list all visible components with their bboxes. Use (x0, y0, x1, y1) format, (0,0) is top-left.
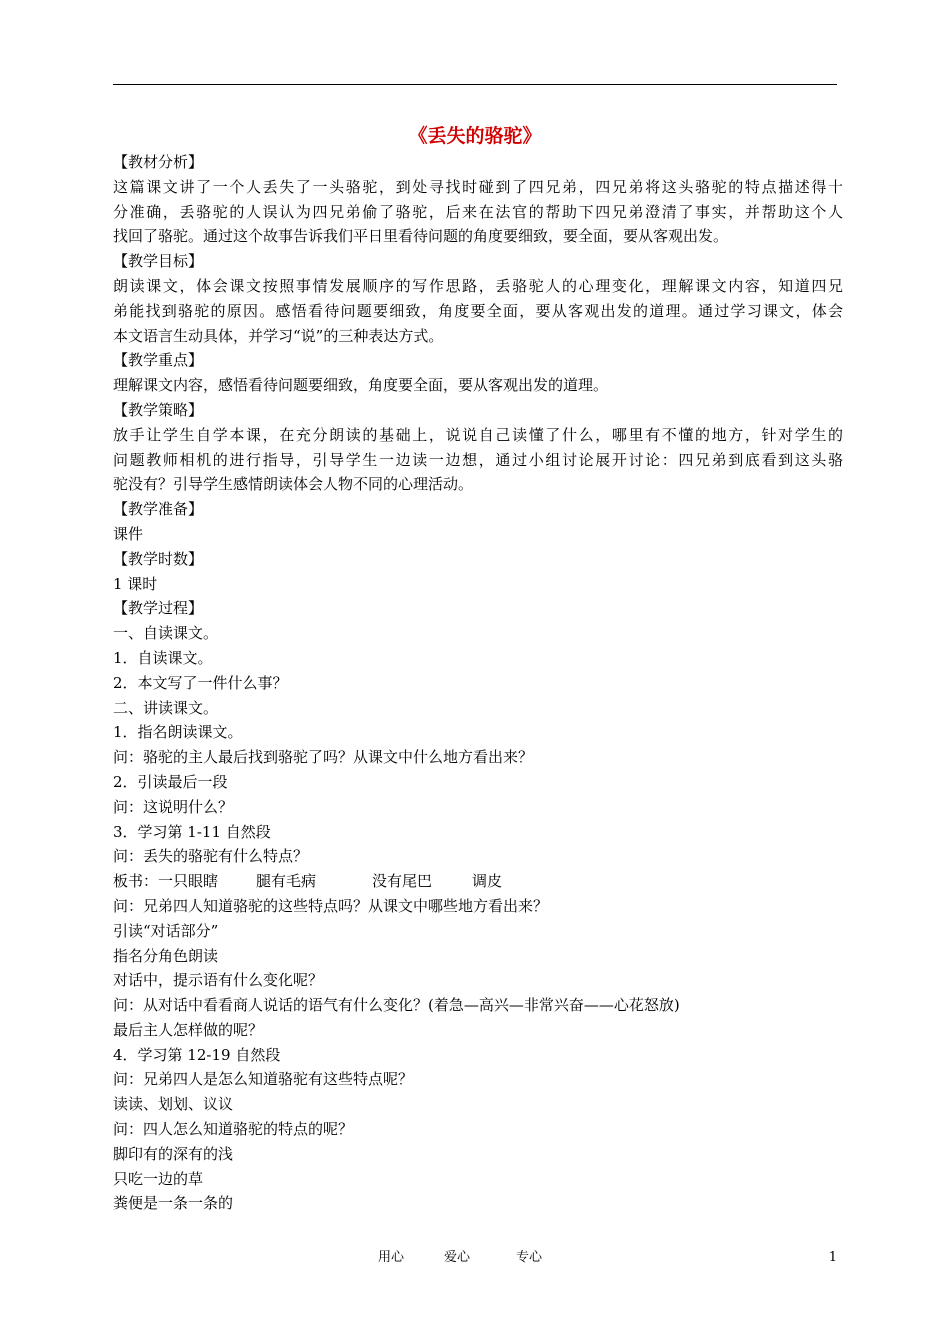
page-footer (0, 1248, 950, 1268)
text-line: 弟能找到骆驼的原因。感悟看待问题要细致，角度要全面，要从客观出发的道理。通过学习课文，体会 (113, 301, 843, 320)
board-note-item: 调皮 (472, 872, 503, 891)
text-line: 只吃一边的草 (113, 1169, 204, 1188)
text-line: 对话中，提示语有什么变化呢？ (113, 971, 324, 990)
text-line: 问：这说明什么？ (113, 797, 234, 816)
text-line: 问：四人怎么知道骆驼的特点的呢？ (113, 1120, 354, 1139)
text-line: 【教学时数】 (113, 549, 204, 568)
text-line: 粪便是一条一条的 (113, 1194, 234, 1213)
text-line: 【教学准备】 (113, 500, 204, 519)
text-line: 1．指名朗读课文。 (113, 723, 243, 742)
text-line: 1 课时 (113, 574, 158, 593)
text-line: 引读“对话部分” (113, 921, 219, 940)
document-title: 《丢失的骆驼》 (408, 125, 542, 147)
text-line: 4．学习第 12-19 自然段 (113, 1045, 281, 1064)
footer-motto-3: 专心 (516, 1250, 543, 1265)
footer-motto-1: 用心 (378, 1250, 405, 1265)
text-line: 问题教师相机的进行指导，引导学生一边读一边想，通过小组讨论展开讨论：四兄弟到底看到这头骆 (113, 450, 843, 469)
text-line: 指名分角色朗读 (113, 946, 219, 965)
text-line: 课件 (113, 524, 144, 543)
text-line: 问：从对话中看看商人说话的语气有什么变化？(着急—高兴—非常兴奋——心花怒放) (113, 996, 680, 1015)
text-line: 【教学策略】 (113, 400, 204, 419)
header-rule (113, 84, 837, 85)
text-line: 理解课文内容，感悟看待问题要细致，角度要全面，要从客观出发的道理。 (113, 376, 609, 395)
text-line: 朗读课文，体会课文按照事情发展顺序的写作思路，丢骆驼人的心理变化，理解课文内容，知道四兄 (113, 276, 843, 295)
text-line: 2．引读最后一段 (113, 772, 228, 791)
text-line: 这篇课文讲了一个人丢失了一头骆驼，到处寻找时碰到了四兄弟，四兄弟将这头骆驼的特点描述得十 (113, 177, 843, 196)
text-line: 【教材分析】 (113, 153, 204, 171)
page-number: 1 (828, 1250, 837, 1265)
text-line: 【教学过程】 (113, 599, 204, 618)
text-line: 2．本文写了一件什么事？ (113, 673, 288, 692)
text-line: 问：兄弟四人知道骆驼的这些特点吗？从课文中哪些地方看出来？ (113, 896, 549, 915)
text-line: 最后主人怎样做的呢？ (113, 1020, 264, 1039)
board-note-item: 板书：一只眼瞎 (113, 872, 219, 891)
text-line: 3．学习第 1-11 自然段 (113, 822, 271, 841)
footer-motto-2: 爱心 (444, 1250, 471, 1265)
document-body (113, 150, 843, 1216)
board-note-item: 没有尾巴 (372, 872, 433, 891)
text-line: 问：丢失的骆驼有什么特点？ (113, 847, 309, 866)
text-line: 1．自读课文。 (113, 648, 213, 667)
text-line: 问：兄弟四人是怎么知道骆驼有这些特点呢？ (113, 1070, 414, 1089)
text-line: 读读、划划、议议 (113, 1095, 234, 1114)
text-line: 放手让学生自学本课，在充分朗读的基础上，说说自己读懂了什么，哪里有不懂的地方，针对学生的 (113, 425, 843, 444)
text-line: 一、自读课文。 (113, 624, 219, 643)
text-line: 分准确，丢骆驼的人误认为四兄弟偷了骆驼，后来在法官的帮助下四兄弟澄清了事实，并帮助这个人 (113, 202, 843, 221)
board-notes-line (113, 869, 843, 894)
text-line: 脚印有的深有的浅 (113, 1144, 234, 1163)
text-line: 【教学目标】 (113, 252, 204, 271)
text-line: 驼没有？引导学生感情朗读体会人物不同的心理活动。 (113, 475, 474, 494)
text-line: 【教学重点】 (113, 351, 204, 370)
text-line: 找回了骆驼。通过这个故事告诉我们平日里看待问题的角度要细致，要全面，要从客观出发。 (113, 227, 729, 246)
text-line: 本文语言生动具体，并学习“说”的三种表达方式。 (113, 326, 444, 345)
text-line: 二、讲读课文。 (113, 698, 219, 717)
board-note-item: 腿有毛病 (256, 872, 317, 891)
text-line: 问：骆驼的主人最后找到骆驼了吗？从课文中什么地方看出来？ (113, 748, 534, 767)
